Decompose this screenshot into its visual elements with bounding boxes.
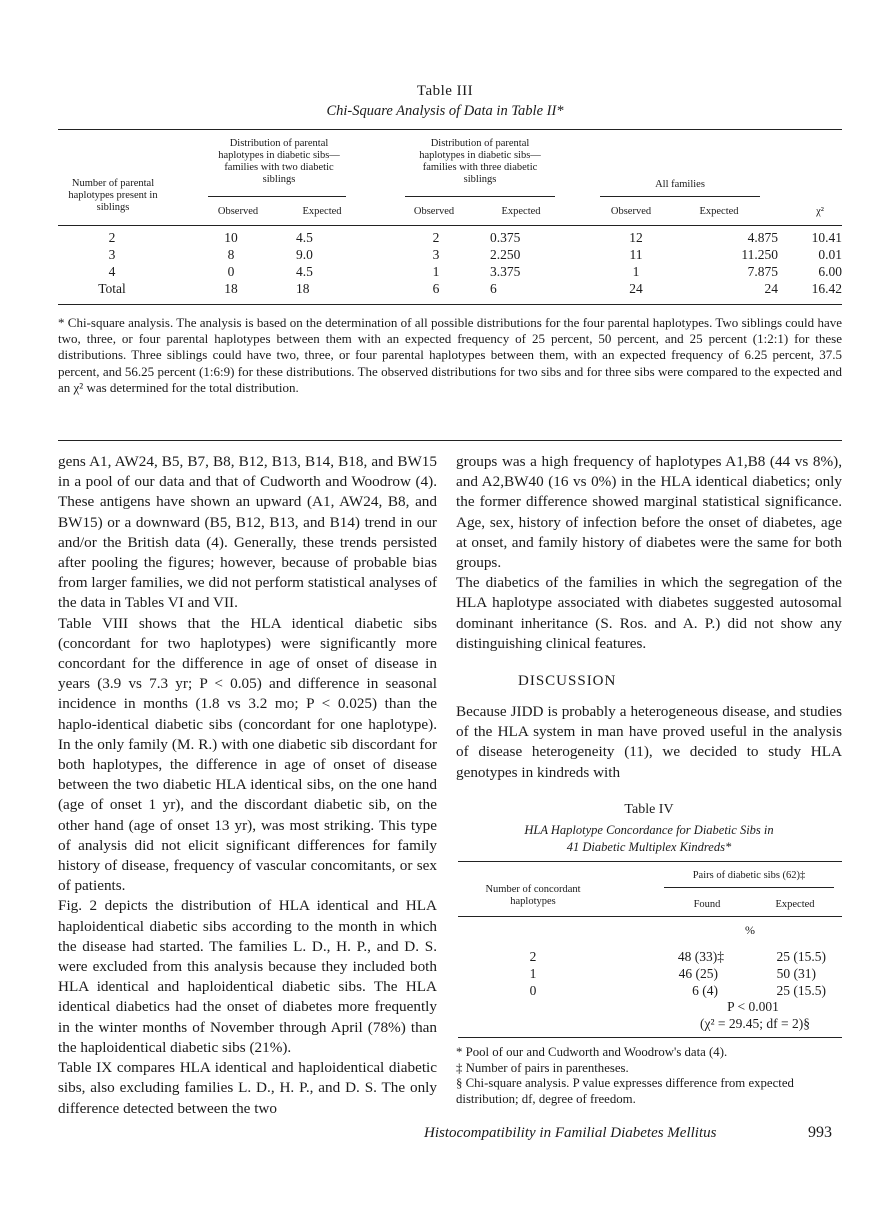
table-cell: 7.875	[747, 263, 778, 279]
table-3-chi-header: χ²	[816, 206, 824, 217]
left-paragraph-4: Table IX compares HLA identical and haploidentical diabetic sibs, also excluding families L. D., H. P., and D. S. The only difference detected between the two	[58, 1059, 437, 1117]
table-row	[58, 280, 842, 297]
left-column	[58, 452, 437, 1119]
table-4-expected-header: Expected	[775, 899, 815, 910]
table-3-group1-rule	[208, 196, 346, 197]
table-4-title: Table IV	[624, 802, 674, 817]
left-paragraph-3: Fig. 2 depicts the distribution of HLA identical and HLA haploidentical diabetic sibs according to the month in which the disease had started. The families L. D., H. P., and D. S. were excluded from this analysis because they included both HLA identical and haploidentical diabetic sibs. The HLA identical diabetics had the onset of diabetes more frequently in the winter months of November through April (78%) than the haploidentical diabetic sibs (21%).	[58, 897, 437, 1056]
page-number: 993	[808, 1124, 832, 1141]
table-cell: 18	[224, 280, 238, 296]
table-cell: 2	[529, 948, 537, 964]
table-3-title: Table III	[416, 83, 474, 99]
table-cell: 50 (31)	[776, 965, 816, 981]
table-row	[458, 982, 842, 999]
table-cell: 2	[108, 229, 116, 245]
table-cell: 0.375	[490, 229, 521, 245]
table-3-expected-1: Expected	[302, 206, 342, 217]
left-paragraph-2: Table VIII shows that the HLA identical diabetic sibs (concordant for two haplotypes) were significantly more concordant for the difference in age of onset of disease in years (3.9 vs 7.3 yr; P < 0.05) and difference in seasonal incidence in months (1.8 vs 3.2 mo; P < 0.025) than the haplo-identical diabetic sibs (concordant for one haplotype). In the only family (M. R.) with one diabetic sib discordant for both haplotypes, the difference in age of onset of disease between the two diabetic HLA identical sibs, on the one hand (age of onset 1 yr), and the discordant diabetic sib, on the other hand (age of onset 13 yr), was most striking. This type of analysis did not elicit significant differences for family history of disease, frequency of vascular concomitants, or sex of patients.	[58, 614, 437, 895]
table-3-top-rule	[58, 129, 842, 130]
table-4-bottom-rule	[458, 1037, 842, 1038]
table-3-header-rule	[58, 225, 842, 226]
table-cell: 18	[296, 280, 310, 296]
table-3-observed-3: Observed	[610, 206, 652, 217]
right-paragraph-3: Because JIDD is probably a heterogeneous disease, and studies of the HLA system in man have proved useful in the analysis of disease heterogeneity (11), we decided to study HLA genotypes in kindreds with	[456, 703, 842, 781]
table-cell: 48 (33)‡	[677, 948, 724, 964]
table-cell: Total	[98, 280, 126, 296]
table-cell: 4.875	[747, 229, 778, 245]
table-cell: 6	[490, 280, 497, 296]
table-4-found-header: Found	[693, 899, 721, 910]
table-cell: 1	[432, 263, 440, 279]
table-4-group-header: Pairs of diabetic sibs (62)‡	[692, 870, 806, 881]
running-title: Histocompatibility in Familial Diabetes Mellitus	[424, 1125, 717, 1141]
table-cell: 8	[227, 246, 235, 262]
table-3-group1-header: Distribution of parental haplotypes in diabetic sibs—families with two diabetic siblings	[218, 138, 340, 185]
table-cell: 1	[632, 263, 640, 279]
table-4-subtitle-1: HLA Haplotype Concordance for Diabetic Sibs in	[524, 823, 774, 837]
table-cell: 24	[764, 280, 778, 296]
table-cell: 12	[629, 229, 643, 245]
table-row	[58, 246, 842, 263]
table-cell: 11.250	[741, 246, 778, 262]
table-3-subtitle: Chi-Square Analysis of Data in Table II*	[326, 103, 564, 119]
table-3-observed-1: Observed	[217, 206, 259, 217]
table-4-footnote: ‡ Number of pairs in parentheses.	[456, 1060, 629, 1075]
left-paragraph-1: gens A1, AW24, B5, B7, B8, B12, B13, B14, B18, and BW15 in a pool of our data and that of Cudworth and Woodrow (4). These antigens have shown an upward (A1, AW24, B8, and BW15) or a downward (B5, B12, B13, and B14) trend in our and/or the British data (4). Generally, these trends persisted after pooling the figures; however, because of probable bias from larger families, we did not perform statistical analyses of the data in Tables VI and VII.	[58, 453, 437, 612]
table-row	[458, 965, 842, 982]
discussion-heading: DISCUSSION	[518, 673, 617, 689]
table-cell: 24	[629, 280, 643, 296]
table-cell: 46 (25)	[678, 965, 718, 981]
table-4-subtitle-2: 41 Diabetic Multiplex Kindreds*	[566, 840, 732, 854]
table-cell: 16.42	[811, 280, 842, 296]
table-row	[58, 263, 842, 280]
table-4-footnote: § Chi-square analysis. P value expresses difference from expected distribution; df, degree of freedom.	[456, 1076, 794, 1106]
table-cell: 25 (15.5)	[776, 982, 826, 998]
table-4-row-header: Number of concordant haplotypes	[485, 884, 581, 907]
table-cell: 4	[108, 263, 116, 279]
table-3-bottom-rule	[58, 304, 842, 305]
table-row	[58, 229, 842, 246]
table-cell: 1	[529, 965, 537, 981]
table-3-row-header: Number of parental haplotypes present in siblings	[68, 178, 158, 213]
table-3-group3-header: All families	[655, 179, 705, 190]
right-paragraph-2: The diabetics of the families in which the segregation of the HLA haplotype associated with diabetes suggested autosomal dominant inheritance (S. Ros. and A. P.) did not show any distinguishing clinical features.	[456, 574, 842, 652]
table-cell: 6 (4)	[692, 982, 718, 998]
table-4-group-rule	[664, 887, 834, 888]
table-3-group2-header: Distribution of parental haplotypes in diabetic sibs—families with three diabetic siblings	[419, 138, 541, 185]
table-3-body	[58, 229, 842, 297]
table-cell: 0	[227, 263, 235, 279]
table-4-header-rule	[458, 916, 842, 917]
table-cell: 11	[629, 246, 643, 262]
table-cell: 2	[432, 229, 440, 245]
table-cell: 3	[108, 246, 116, 262]
table-4-top-rule	[458, 861, 842, 862]
table-4-footnote: * Pool of our and Cudworth and Woodrow's data (4).	[456, 1045, 728, 1059]
table-cell: 10	[224, 229, 238, 245]
table-cell: 0	[529, 982, 537, 998]
table-cell: 9.0	[296, 246, 313, 262]
right-paragraph-1: groups was a high frequency of haplotypes A1,B8 (44 vs 8%), and A2,BW40 (16 vs 0%) in the HLA identical diabetics; only the former difference showed marginal statistical significance. Age, sex, history of infection before the onset of diabetes, age at onset, and family history of diabetes were the same for both groups.	[456, 453, 842, 572]
right-column-discussion	[456, 702, 842, 783]
table-4-chi: (χ² = 29.45; df = 2)§	[699, 1016, 810, 1031]
table-cell: 3	[432, 246, 440, 262]
table-row	[458, 948, 842, 965]
table-4-body	[458, 948, 842, 999]
table-cell: 2.250	[490, 246, 521, 262]
table-cell: 4.5	[296, 229, 313, 245]
table-3-group2-rule	[405, 196, 555, 197]
table-cell: 3.375	[490, 263, 521, 279]
table-3-observed-2: Observed	[413, 206, 455, 217]
table-4-footnotes	[456, 1045, 842, 1107]
table-cell: 25 (15.5)	[776, 948, 826, 964]
table-4-pvalue: P < 0.001	[727, 999, 779, 1014]
table-cell: 6.00	[818, 263, 842, 279]
table-cell: 10.41	[811, 229, 842, 245]
table-cell: 6	[432, 280, 440, 296]
table-3-expected-3: Expected	[699, 206, 739, 217]
table-3-expected-2: Expected	[501, 206, 541, 217]
right-column-top	[456, 452, 842, 654]
table-3-end-rule	[58, 440, 842, 441]
table-3-group3-rule	[600, 196, 760, 197]
table-cell: 0.01	[818, 246, 842, 262]
table-4-unit: %	[745, 923, 755, 937]
table-3-footnote: * Chi-square analysis. The analysis is based on the determination of all possible distributions for the four parental haplotypes. Two siblings could have two, three, or four parental haplotypes between them with an expected frequency of 25 percent, 50 percent, and 25 percent (1:2:1) for these distributions. Three siblings could have two, three, or four parental haplotypes between them, with an expected frequency of 6.25 percent, 37.5 percent, and 56.25 percent (1:6:9) for these distributions. The observed distributions for two sibs and for three sibs were compared to the expected and an χ² was determined for the total distribution.	[58, 315, 842, 395]
table-cell: 4.5	[296, 263, 313, 279]
